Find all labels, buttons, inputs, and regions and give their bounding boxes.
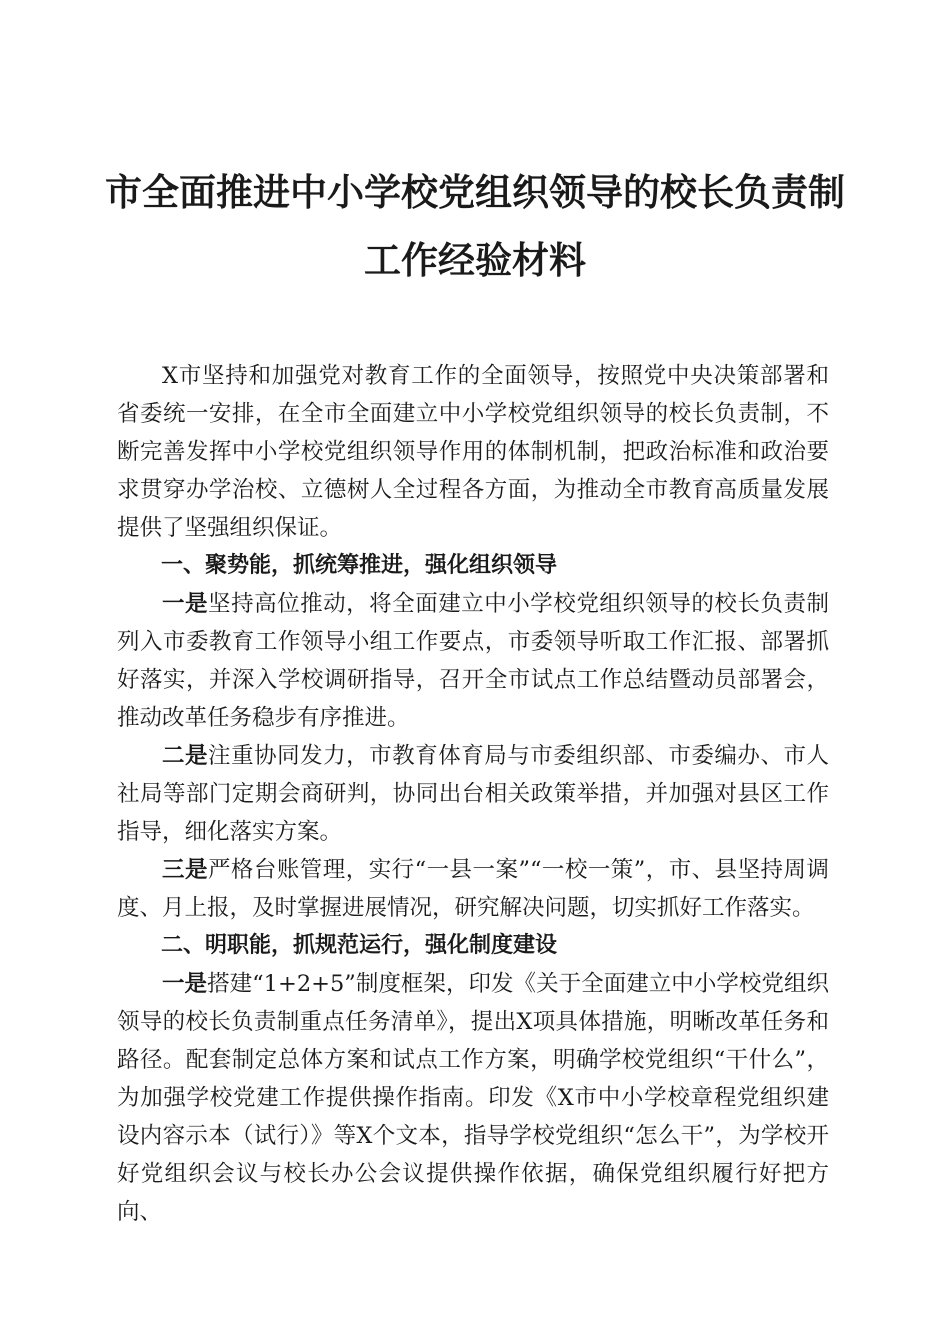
document-body xyxy=(117,357,829,1231)
section-heading-1: 一、聚势能，抓统筹推进，强化组织领导 xyxy=(161,553,558,578)
paragraph-lead: 二是 xyxy=(162,743,209,769)
document-title-line1: 市全面推进中小学校党组织领导的校长负责制 xyxy=(105,170,845,214)
document-title-line2: 工作经验材料 xyxy=(364,238,586,282)
paragraph-text: 严格台账管理，实行“一县一案”“一校一策”，市、县坚持周调度、月上报，及时掌握进展情况，研究解决问题，切实抓好工作落实。 xyxy=(117,857,829,921)
section-heading-2: 二、明职能，抓规范运行，强化制度建设 xyxy=(161,933,558,958)
section1-paragraph-2 xyxy=(117,737,829,851)
paragraph-lead: 一是 xyxy=(162,591,209,617)
intro-paragraph: X市坚持和加强党对教育工作的全面领导，按照党中央决策部署和省委统一安排，在全市全面建立中小学校党组织领导的校长负责制，不断完善发挥中小学校党组织领导作用的体制机制，把政治标准和政治要求贯穿办学治校、立德树人全过程各方面，为推动全市教育高质量发展提供了坚强组织保证。 xyxy=(117,363,829,541)
section2-paragraph-1 xyxy=(117,965,829,1231)
paragraph-lead: 三是 xyxy=(162,857,208,883)
paragraph-lead: 一是 xyxy=(162,971,208,997)
section1-paragraph-1 xyxy=(117,585,829,737)
paragraph-text: 搭建“1+2+5”制度框架，印发《关于全面建立中小学校党组织领导的校长负责制重点任务清单》，提出X项具体措施，明晰改革任务和路径。配套制定总体方案和试点工作方案，明确学校党组织“干什么”，为加强学校党建工作提供操作指南。印发《X市中小学校章程党组织建设内容示本（试行）》等X个文本，指导学校党组织“怎么干”，为学校开好党组织会议与校长办公会议提供操作依据，确保党组织履行好把方向、 xyxy=(117,971,829,1225)
paragraph-text: 坚持高位推动，将全面建立中小学校党组织领导的校长负责制列入市委教育工作领导小组工作要点，市委领导听取工作汇报、部署抓好落实，并深入学校调研指导，召开全市试点工作总结暨动员部署会，推动改革任务稳步有序推进。 xyxy=(117,591,829,731)
paragraph-text: 注重协同发力，市教育体育局与市委组织部、市委编办、市人社局等部门定期会商研判，协同出台相关政策举措，并加强对县区工作指导，细化落实方案。 xyxy=(117,743,829,845)
section1-paragraph-3 xyxy=(117,851,829,927)
